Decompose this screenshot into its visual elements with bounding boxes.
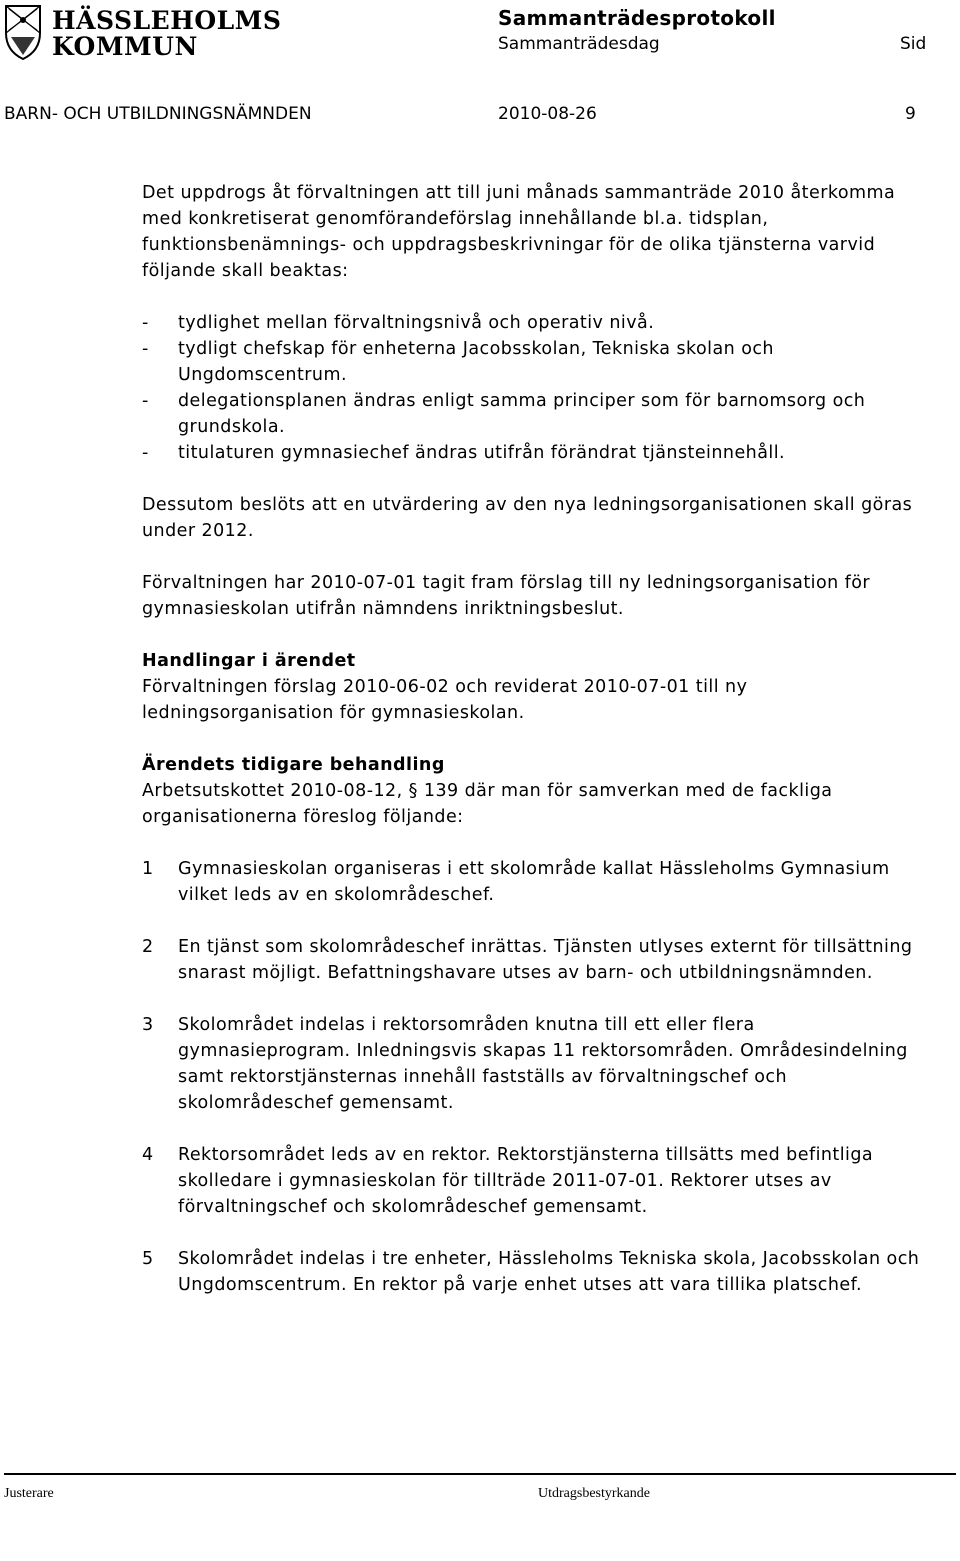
list-item-text: Rektorsområdet leds av en rektor. Rektorstjänsterna tillsätts med befintliga skolledare i gymnasieskolan för tillträde 2011-07-01. Rektorer utses av förvaltningschef och skolområdeschef gemensamt. xyxy=(178,1145,874,1217)
committee-name: BARN- OCH UTBILDNINGSNÄMNDEN xyxy=(4,104,312,124)
meeting-day-label: Sammanträdesdag xyxy=(498,34,660,54)
list-item xyxy=(142,388,922,440)
list-item xyxy=(142,856,922,908)
documents-paragraph: Förvaltningen förslag 2010-06-02 och reviderat 2010-07-01 till ny ledningsorganisation för gymnasieskolan. xyxy=(142,677,748,723)
list-item-text: Skolområdet indelas i tre enheter, Hässleholms Tekniska skola, Jacobsskolan och Ungdomscentrum. En rektor på varje enhet utses att vara tillika platschef. xyxy=(178,1249,920,1295)
org-line-1: HÄSSLEHOLMS xyxy=(52,6,282,35)
footer-justerare: Justerare xyxy=(4,1486,54,1501)
list-item xyxy=(142,1142,922,1220)
list-item-text: tydlighet mellan förvaltningsnivå och operativ nivå. xyxy=(178,313,655,333)
page-number: 9 xyxy=(905,104,916,124)
list-item xyxy=(142,310,922,336)
org-line-2: KOMMUN xyxy=(52,32,198,61)
proposal-paragraph: Förvaltningen har 2010-07-01 tagit fram förslag till ny ledningsorganisation för gymnasieskolan utifrån nämndens inriktningsbeslut. xyxy=(142,573,871,619)
list-item xyxy=(142,1246,922,1298)
coat-of-arms-icon xyxy=(3,3,43,61)
proposal-list xyxy=(142,856,922,1298)
dash-marker: - xyxy=(142,339,149,359)
list-item-text: tydligt chefskap för enheterna Jacobsskolan, Tekniska skolan och Ungdomscentrum. xyxy=(178,339,774,385)
list-item-text: En tjänst som skolområdeschef inrättas. Tjänsten utlyses externt för tillsättning snarast möjligt. Befattningshavare utses av barn- och utbildningsnämnden. xyxy=(178,937,913,983)
list-item xyxy=(142,934,922,986)
documents-heading: Handlingar i ärendet xyxy=(142,651,356,671)
item-number: 3 xyxy=(142,1015,154,1035)
dash-marker: - xyxy=(142,313,149,333)
item-number: 2 xyxy=(142,937,154,957)
list-item-text: Gymnasieskolan organiseras i ett skolområde kallat Hässleholms Gymnasium vilket leds av en skolområdeschef. xyxy=(178,859,890,905)
item-number: 5 xyxy=(142,1249,154,1269)
item-number: 4 xyxy=(142,1145,154,1165)
document-title: Sammanträdesprotokoll xyxy=(498,6,776,30)
intro-paragraph: Det uppdrogs åt förvaltningen att till juni månads sammanträde 2010 återkomma med konkretiserat genomförandeförslag innehållande bl.a. tidsplan, funktionsbenämnings- och uppdragsbeskrivningar för de olika tjänsterna varvid följande skall beaktas: xyxy=(142,183,896,281)
footer-divider xyxy=(4,1473,956,1475)
history-heading: Ärendets tidigare behandling xyxy=(142,755,445,775)
document-body xyxy=(142,180,922,1324)
requirements-list xyxy=(142,310,922,466)
item-number: 1 xyxy=(142,859,154,879)
history-paragraph: Arbetsutskottet 2010-08-12, § 139 där man för samverkan med de fackliga organisationerna föreslog följande: xyxy=(142,781,833,827)
organization-name xyxy=(52,8,281,60)
evaluation-paragraph: Dessutom beslöts att en utvärdering av den nya ledningsorganisationen skall göras under 2012. xyxy=(142,495,913,541)
meeting-date: 2010-08-26 xyxy=(498,104,597,124)
list-item-text: titulaturen gymnasiechef ändras utifrån förändrat tjänsteinnehåll. xyxy=(178,443,786,463)
page-label: Sid xyxy=(900,34,927,54)
dash-marker: - xyxy=(142,391,149,411)
list-item xyxy=(142,440,922,466)
list-item-text: delegationsplanen ändras enligt samma principer som för barnomsorg och grundskola. xyxy=(178,391,866,437)
list-item xyxy=(142,336,922,388)
list-item xyxy=(142,1012,922,1116)
footer-utdragsbestyrkande: Utdragsbestyrkande xyxy=(538,1486,650,1501)
dash-marker: - xyxy=(142,443,149,463)
list-item-text: Skolområdet indelas i rektorsområden knutna till ett eller flera gymnasieprogram. Inledningsvis skapas 11 rektorsområden. Områdesindelning samt rektorstjänsternas innehåll fastställs av förvaltningschef och skolområdeschef gemensamt. xyxy=(178,1015,908,1113)
